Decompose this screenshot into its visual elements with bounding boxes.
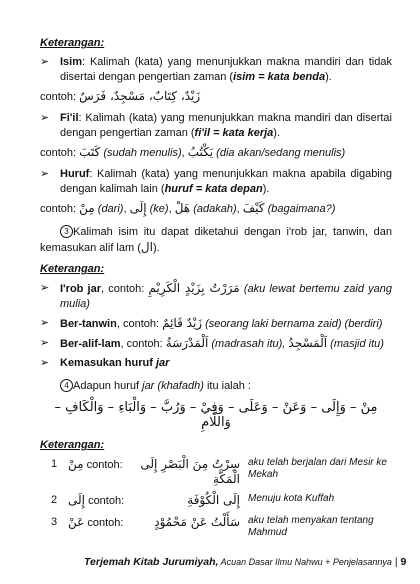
circled-number-3: 3 bbox=[60, 225, 73, 238]
fiil-item: ➢ Fi'il: Kalimah (kata) yang menunjukkan makna mandiri dan disertai dengan pengertian zaman (fi'il = kata kerja). bbox=[40, 112, 392, 139]
isim-text: : Kalimah (kata) yang menunjukkan makna mandiri dan tidak disertai dengan pengertian zaman ( bbox=[60, 56, 392, 83]
irob-item: ➢ I'rob jar, contoh: مَرَرْتُ بِزَيْدٍ الْكَرِيْمِ (aku lewat bertemu zaid yang mulia) bbox=[40, 281, 393, 310]
table-row: 2 إِلَى contoh: إِلَى الْكُوْفَةِ Menuju kota Kuffah bbox=[50, 493, 335, 507]
table-row: 1 مِنْ contoh: سِرْتُ مِنَ الْبَصْرِ إِلَى الْمَكَّةِ aku telah berjalan dari Mesir ke Mekah bbox=[50, 457, 387, 486]
tanwin-item: ➢ Ber-tanwin, contoh: زَيْدٌ قَائِمٌ (seorang laki bernama zaid) (berdiri) bbox=[40, 316, 383, 330]
page-footer: Terjemah Kitab Jurumiyah, Acuan Dasar Ilmu Nahwu + Penjelasannya | 9 bbox=[84, 556, 407, 568]
arrow-bullet-icon: ➢ bbox=[40, 56, 50, 68]
arrow-bullet-icon: ➢ bbox=[40, 357, 50, 369]
isim-item: ➢ Isim: Kalimah (kata) yang menunjukkan makna mandiri dan tidak disertai dengan pengertian zaman (isim = kata benda). bbox=[40, 56, 392, 83]
alif-lam-item: ➢ Ber-alif-lam, contoh: اَلْمَدْرَسَةُ (madrasah itu), اَلْمَسْجِدُ (masjid itu) bbox=[40, 336, 384, 350]
jar-letters-arabic: مِنْ – وَإِلَى – وَعَنْ – وَعَلَى – وَفِيْ – وَرُبَّ – وَالْبَاءِ – وَالْكَافِ – وَاللَّامِ bbox=[54, 400, 378, 430]
circled-number-4: 4 bbox=[60, 379, 73, 392]
page-content bbox=[40, 36, 392, 545]
section-heading: Keterangan: bbox=[40, 439, 105, 451]
footer-title: Terjemah Kitab Jurumiyah, bbox=[84, 556, 219, 568]
arrow-bullet-icon: ➢ bbox=[40, 282, 50, 294]
arrow-bullet-icon: ➢ bbox=[40, 317, 50, 329]
table-row: 3 عَنْ contoh: سَأَلْتُ عَنْ مَحْمُوْدٍ aku telah menyakan tentang Mahmud bbox=[50, 515, 374, 538]
paragraph-3: 3 Kalimah isim itu dapat diketahui dengan i'rob jar, tanwin, dan kemasukan alif lam (ال). bbox=[40, 226, 392, 254]
fiil-example: contoh: كَتَبَ (sudah menulis), يَكْتُبُ (dia akan/sedang menulis) bbox=[40, 145, 346, 159]
fiil-term: Fi'il bbox=[60, 112, 79, 124]
page-number: 9 bbox=[400, 556, 407, 568]
isim-note: isim = kata benda bbox=[233, 71, 326, 83]
huruf-item: ➢ Huruf: Kalimah (kata) yang menunjukkan makna apabila digabing dengan kalimah lain (huruf = kata depan). bbox=[40, 168, 392, 195]
arrow-bullet-icon: ➢ bbox=[40, 112, 50, 124]
fiil-text: : Kalimah (kata) yang menunjukkan makna mandiri dan disertai dengan pengertian zaman ( bbox=[60, 112, 392, 139]
huruf-example: contoh: مِنْ (dari), إِلَى (ke), هَلْ (adakah), كَيْفَ (bagaimana?) bbox=[40, 201, 336, 215]
section-heading: Keterangan: bbox=[40, 263, 105, 275]
footer-subtitle: Acuan Dasar Ilmu Nahwu + Penjelasannya bbox=[218, 557, 392, 567]
huruf-term: Huruf bbox=[60, 168, 90, 180]
huruf-text: : Kalimah (kata) yang menunjukkan makna apabila digabing dengan kalimah lain ( bbox=[60, 168, 392, 195]
isim-example: contoh: زَيْدٌ، كِتَابٌ، مَسْجِدٌ، فَرَسٌ bbox=[40, 89, 201, 103]
kemasukan-item: ➢ Kemasukan huruf jar bbox=[40, 357, 170, 369]
arrow-bullet-icon: ➢ bbox=[40, 337, 50, 349]
isim-example-arabic: زَيْدٌ، كِتَابٌ، مَسْجِدٌ، فَرَسٌ bbox=[79, 89, 201, 103]
arrow-bullet-icon: ➢ bbox=[40, 168, 50, 180]
fiil-note: fi'il = kata kerja bbox=[194, 127, 274, 139]
paragraph-4: 4 Adapun huruf jar (khafadh) itu ialah : bbox=[40, 379, 392, 394]
isim-term: Isim bbox=[60, 56, 83, 68]
section-heading: Keterangan: bbox=[40, 37, 105, 49]
huruf-note: huruf = kata depan bbox=[164, 183, 263, 195]
